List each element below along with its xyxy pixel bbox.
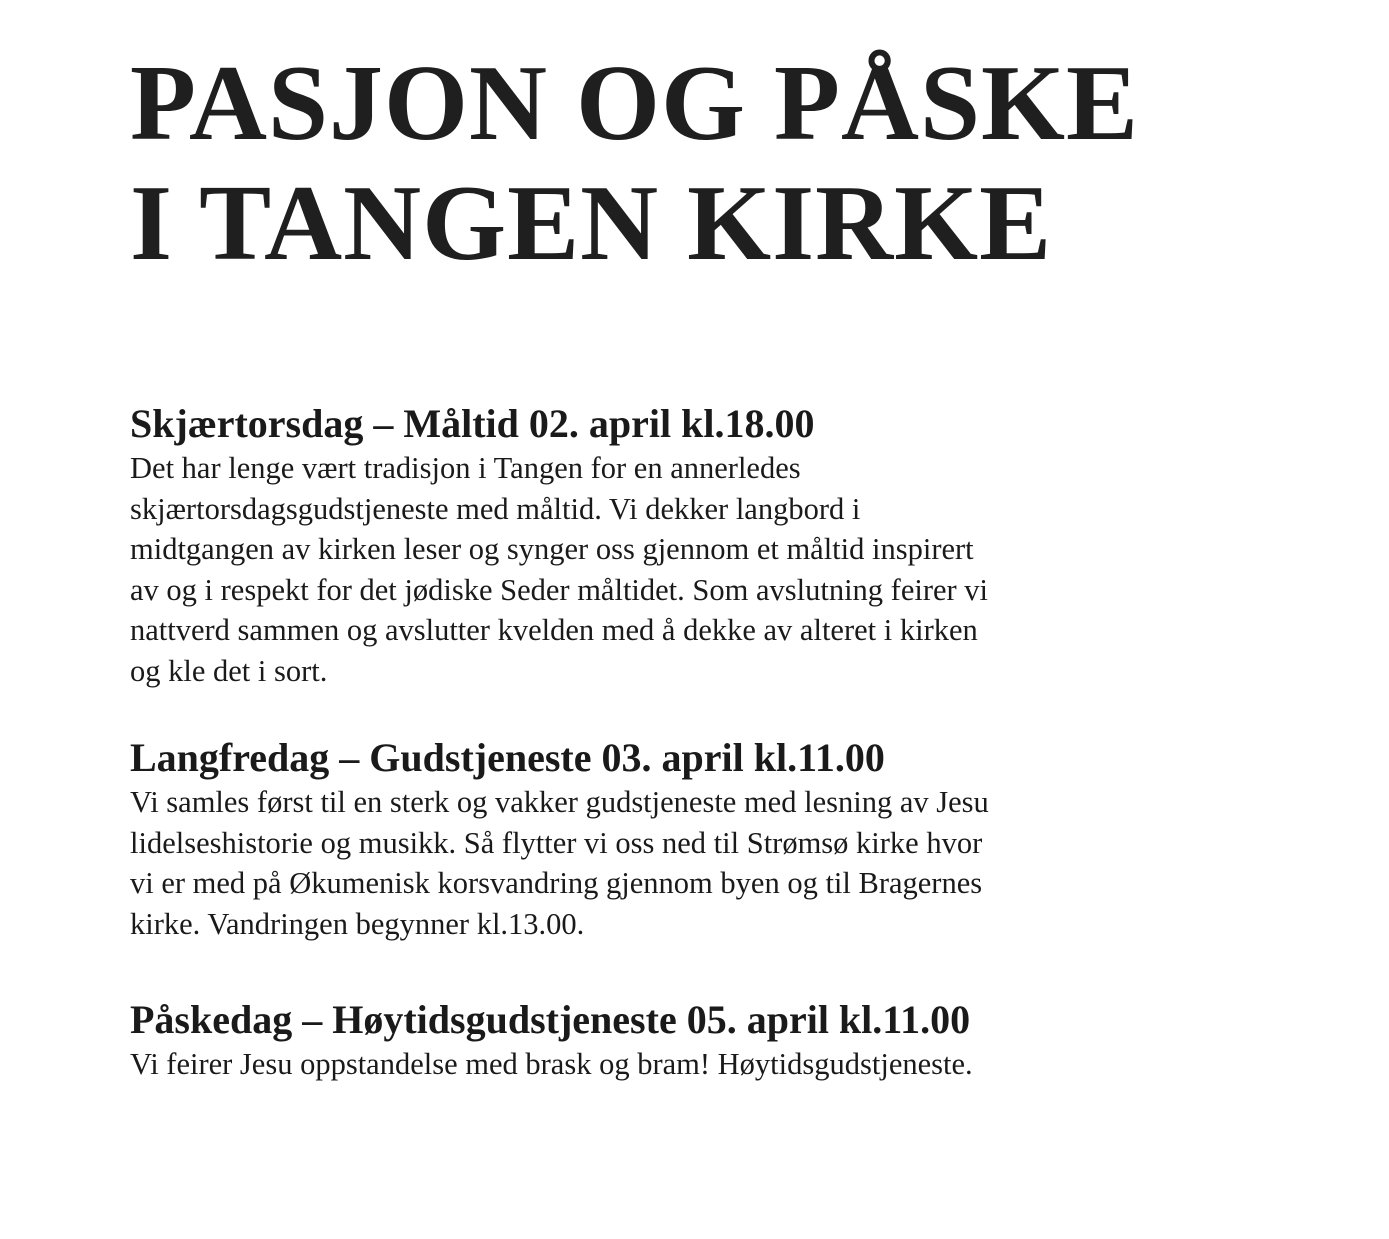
section-langfredag xyxy=(130,734,1140,944)
section-paaskedag xyxy=(130,996,1140,1085)
title-line-2: I TANGEN KIRKE xyxy=(130,164,1053,283)
section-body xyxy=(130,1044,1140,1085)
section-skjaertorsdag xyxy=(130,400,1140,692)
page-title xyxy=(130,44,1139,284)
title-line-1: PASJON OG PÅSKE xyxy=(130,44,1140,163)
body-line: lidelseshistorie og musikk. Så flytter vi oss ned til Strømsø kirke hvor xyxy=(130,825,983,860)
section-heading: Skjærtorsdag – Måltid 02. april kl.18.00 xyxy=(130,401,815,446)
body-line: skjærtorsdagsgudstjeneste med måltid. Vi dekker langbord i xyxy=(130,491,861,526)
body-line: Vi feirer Jesu oppstandelse med brask og bram! Høytidsgudstjeneste. xyxy=(130,1047,973,1081)
body-line: midtgangen av kirken leser og synger oss gjennom et måltid inspirert xyxy=(130,532,974,567)
body-line: nattverd sammen og avslutter kvelden med å dekke av alteret i kirken xyxy=(130,613,978,648)
section-body xyxy=(130,782,1140,944)
section-heading: Påskedag – Høytidsgudstjeneste 05. april kl.11.00 xyxy=(130,997,971,1042)
section-body xyxy=(130,448,1140,692)
body-line: og kle det i sort. xyxy=(130,653,328,688)
body-line: Vi samles først til en sterk og vakker gudstjeneste med lesning av Jesu xyxy=(130,785,989,819)
body-line: vi er med på Økumenisk korsvandring gjennom byen og til Bragernes xyxy=(130,866,983,901)
body-line: kirke. Vandringen begynner kl.13.00. xyxy=(130,906,585,941)
body-line: Det har lenge vært tradisjon i Tangen for en annerledes xyxy=(130,451,801,485)
body-line: av og i respekt for det jødiske Seder måltidet. Som avslutning feirer vi xyxy=(130,572,989,607)
section-heading: Langfredag – Gudstjeneste 03. april kl.11.00 xyxy=(130,735,885,780)
